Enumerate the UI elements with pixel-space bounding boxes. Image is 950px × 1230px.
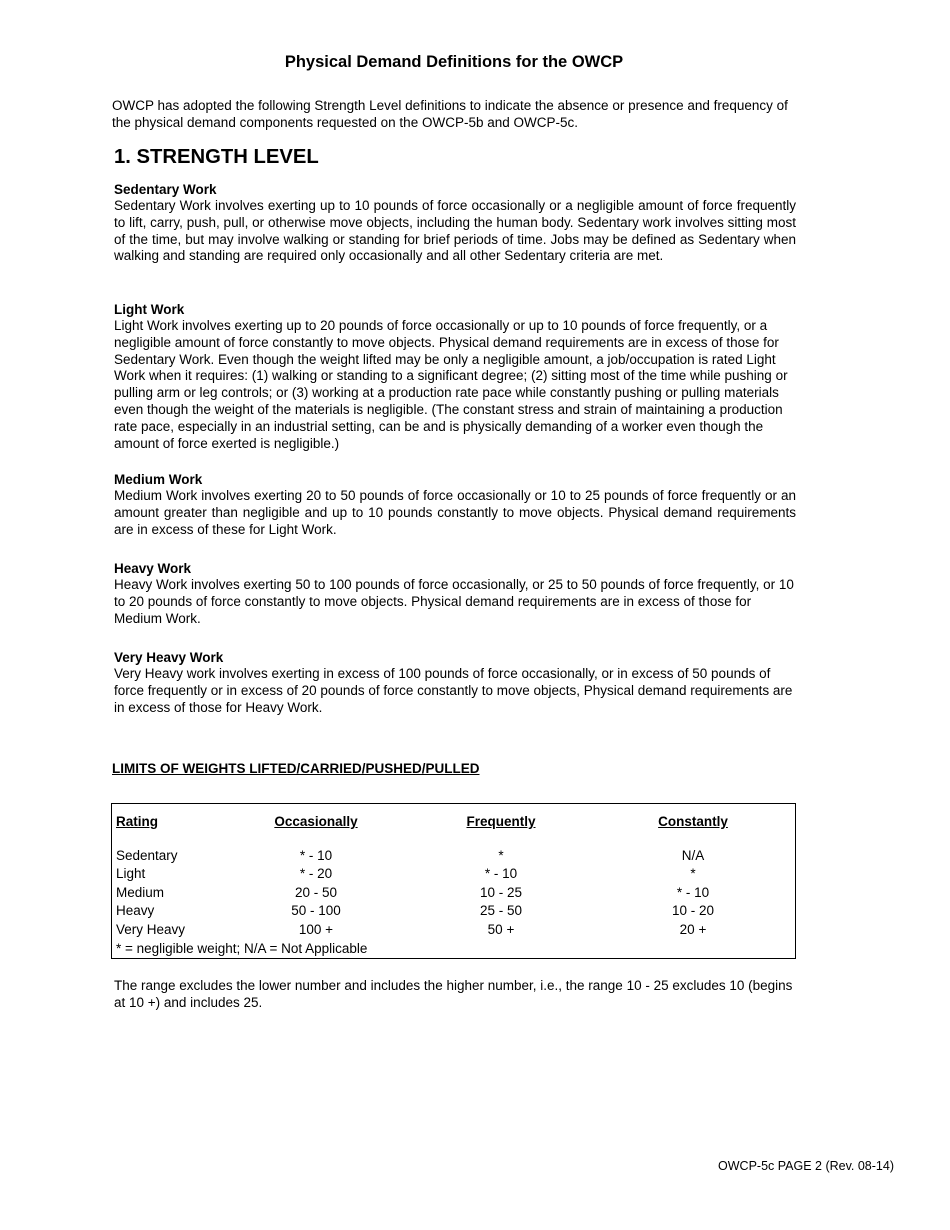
rating-cell: Light bbox=[116, 866, 146, 882]
table-row bbox=[116, 865, 790, 884]
column-header-constantly: Constantly bbox=[658, 814, 728, 829]
frequently-cell: * bbox=[498, 847, 504, 863]
rating-cell: Very Heavy bbox=[116, 921, 186, 937]
column-header-occasionally: Occasionally bbox=[274, 814, 358, 829]
intro-paragraph: OWCP has adopted the following Strength Level definitions to indicate the absence or presence and frequency of the physical demand components requested on the OWCP-5b and OWCP-5c. bbox=[112, 98, 788, 130]
page-footer: OWCP-5c PAGE 2 (Rev. 08-14) bbox=[718, 1159, 894, 1173]
strength-level-heading: 1. STRENGTH LEVEL bbox=[114, 146, 319, 168]
constantly-cell: * - 10 bbox=[676, 884, 710, 900]
rating-cell: Sedentary bbox=[116, 847, 178, 863]
frequently-cell: 25 - 50 bbox=[479, 903, 523, 919]
sedentary-work-heading: Sedentary Work bbox=[114, 182, 217, 197]
frequently-cell: * - 10 bbox=[484, 866, 518, 882]
occasionally-cell: * - 10 bbox=[299, 847, 333, 863]
frequently-cell: 10 - 25 bbox=[479, 884, 523, 900]
light-work-text: Light Work involves exerting up to 20 pounds of force occasionally or up to 10 pounds of force frequently, or a negligible amount of force constantly to move objects. Physical demand requirements are in excess of those for Sedentary Work. Even though the weight lifted may be only a negligible amount, a job/occupation is rated Light Work when it requires: (1) walking or standing to a significant degree; (2) sitting most of the time while pushing or pulling arm or leg controls; or (3) working at a production rate pace while constantly pushing or pulling materials even though the weight of the materials is negligible. (The constant stress and strain of maintaining a production rate pace, especially in an industrial setting, can be and is physically demanding of a worker even though the amount of force exerted is negligible.) bbox=[114, 318, 788, 451]
medium-work-section bbox=[114, 471, 796, 538]
occasionally-cell: 50 - 100 bbox=[291, 903, 341, 919]
constantly-cell: N/A bbox=[681, 847, 705, 863]
very-heavy-work-text: Very Heavy work involves exerting in excess of 100 pounds of force occasionally, or in excess of 50 pounds of force frequently or in excess of 20 pounds of force constantly to move objects, Physical demand requirements are in excess of those for Heavy Work. bbox=[114, 666, 793, 715]
limits-table bbox=[116, 812, 790, 939]
light-work-section bbox=[114, 301, 796, 452]
limits-heading: LIMITS OF WEIGHTS LIFTED/CARRIED/PUSHED/PULLED bbox=[112, 761, 480, 776]
table-footnote: * = negligible weight; N/A = Not Applicable bbox=[116, 941, 368, 956]
heavy-work-heading: Heavy Work bbox=[114, 561, 192, 576]
frequently-cell: 50 + bbox=[487, 921, 515, 937]
sedentary-work-section bbox=[114, 181, 796, 265]
constantly-cell: 20 + bbox=[679, 921, 707, 937]
page-title: Physical Demand Definitions for the OWCP bbox=[284, 53, 624, 71]
medium-work-heading: Medium Work bbox=[114, 472, 203, 487]
very-heavy-work-heading: Very Heavy Work bbox=[114, 650, 224, 665]
occasionally-cell: * - 20 bbox=[299, 866, 333, 882]
rating-cell: Medium bbox=[116, 884, 165, 900]
very-heavy-work-section bbox=[114, 649, 796, 716]
sedentary-work-text: Sedentary Work involves exerting up to 10 pounds of force occasionally or a negligible amount of force frequently to lift, carry, push, pull, or otherwise move objects, including the human body. Sedentary work involves sitting most of the time, but may involve walking or standing for brief periods of time. Jobs may be defined as Sedentary when walking and standing are required only occasionally and all other Sedentary criteria are met. bbox=[114, 198, 796, 264]
column-header-rating: Rating bbox=[116, 814, 158, 829]
light-work-heading: Light Work bbox=[114, 302, 185, 317]
table-row bbox=[116, 902, 790, 921]
column-header-frequently: Frequently bbox=[466, 814, 536, 829]
occasionally-cell: 100 + bbox=[298, 921, 334, 937]
table-row bbox=[116, 883, 790, 902]
heavy-work-section bbox=[114, 560, 796, 627]
constantly-cell: 10 - 20 bbox=[671, 903, 715, 919]
medium-work-text: Medium Work involves exerting 20 to 50 pounds of force occasionally or 10 to 25 pounds of force frequently or an amount greater than negligible and up to 10 pounds constantly to move objects. Physical demand requirements are in excess of these for Light Work. bbox=[114, 488, 796, 537]
table-header-row bbox=[116, 812, 790, 840]
heavy-work-text: Heavy Work involves exerting 50 to 100 pounds of force occasionally, or 25 to 50 pounds of force frequently, or 10 to 20 pounds of force constantly to move objects. Physical demand requirements are in excess of those for Medium Work. bbox=[114, 577, 794, 626]
rating-cell: Heavy bbox=[116, 903, 155, 919]
table-row bbox=[116, 920, 790, 939]
range-note: The range excludes the lower number and includes the higher number, i.e., the range 10 - 25 excludes 10 (begins at 10 +) and includes 25. bbox=[114, 978, 793, 1010]
constantly-cell: * bbox=[690, 866, 696, 882]
table-row bbox=[116, 840, 790, 865]
limits-table-box bbox=[111, 803, 796, 959]
occasionally-cell: 20 - 50 bbox=[294, 884, 338, 900]
